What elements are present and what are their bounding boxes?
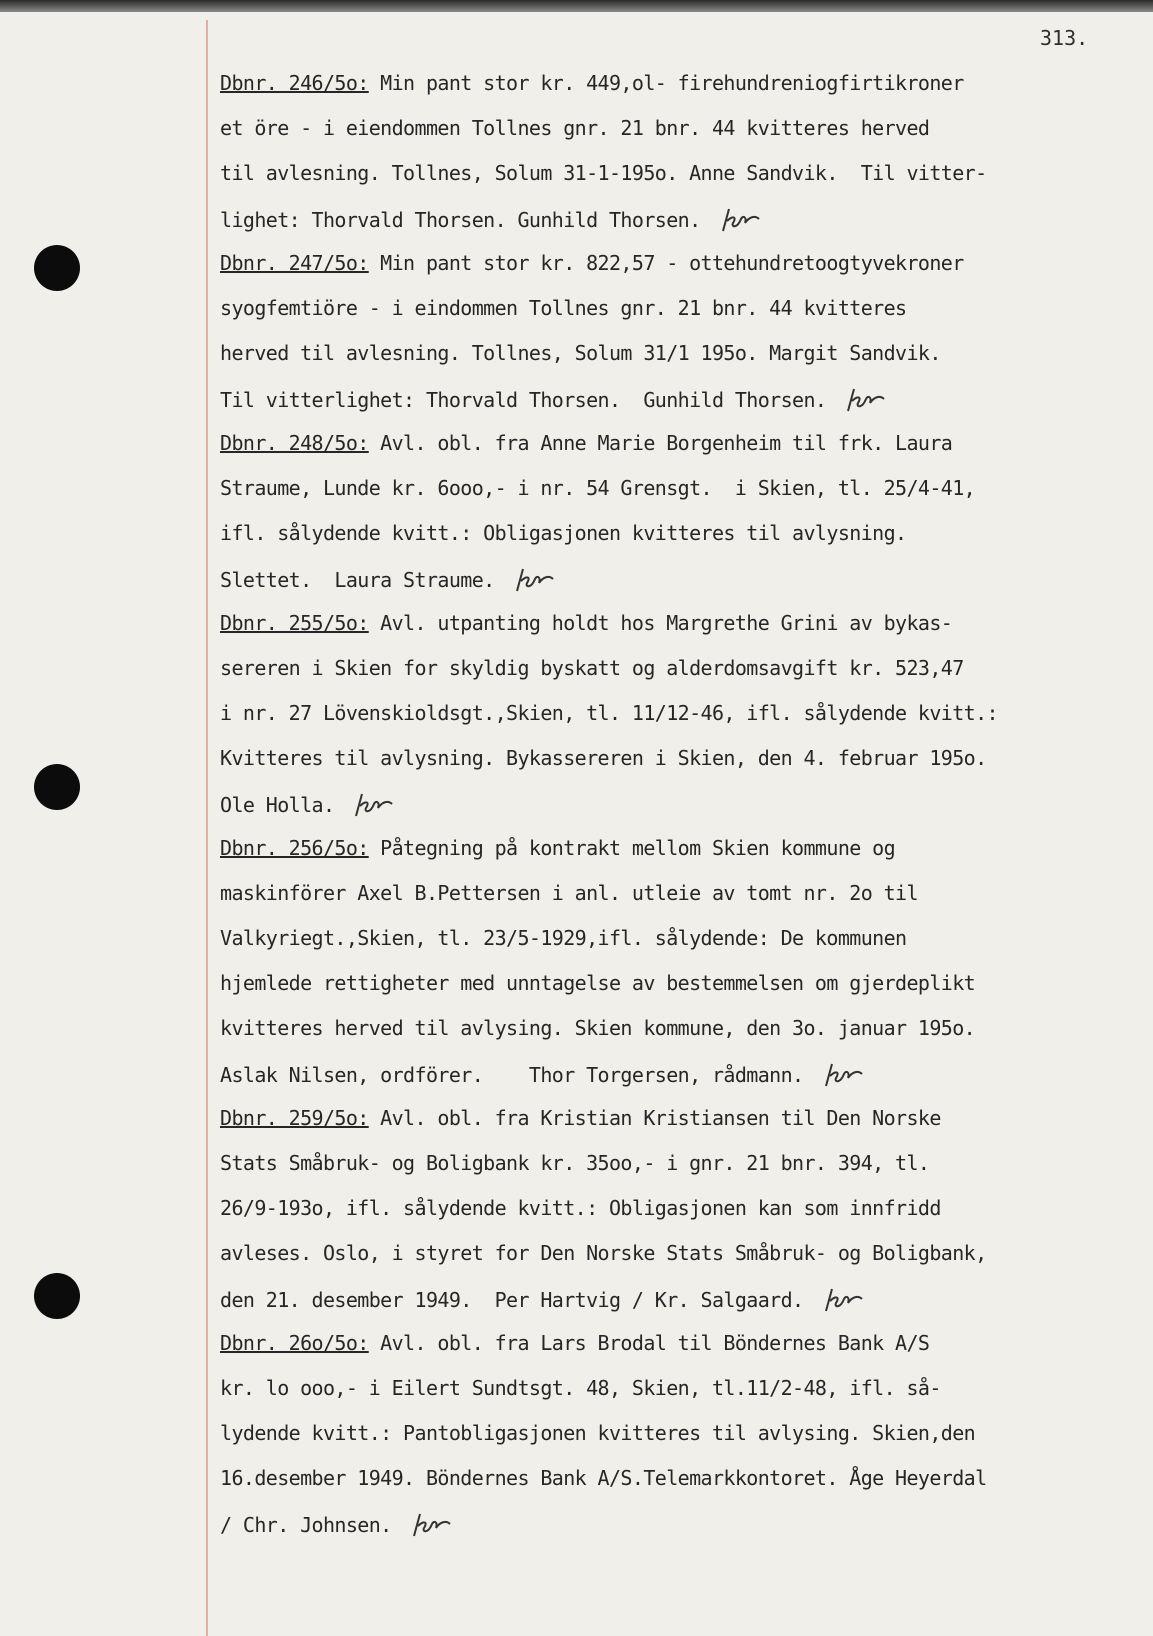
entry-line	[220, 835, 1140, 861]
entry-line: kr. lo ooo,- i Eilert Sundtsgt. 48, Skien, tl.11/2-48, ifl. så-	[220, 1376, 941, 1400]
entry-reference: Dbnr. 247/5o:	[220, 251, 369, 275]
initials-signature-icon	[822, 1060, 866, 1090]
entry-line: Straume, Lunde kr. 6ooo,- i nr. 54 Grensgt. i Skien, tl. 25/4-41,	[220, 476, 976, 500]
entry-text: den 21. desember 1949. Per Hartvig / Kr. Salgaard.	[220, 1288, 804, 1312]
initials-signature-icon	[352, 790, 396, 820]
entry-reference: Dbnr. 255/5o:	[220, 611, 369, 635]
entry-text: Avl. obl. fra Kristian Kristiansen til Den Norske	[368, 1106, 941, 1130]
entry-text: Avl. utpanting holdt hos Margrethe Grini av bykas-	[368, 611, 953, 635]
initials-signature-icon	[719, 205, 763, 235]
entry-text: Min pant stor kr. 822,57 - ottehundretoogtyvekroner	[368, 251, 964, 275]
entry-reference: Dbnr. 248/5o:	[220, 431, 369, 455]
entry-text: Aslak Nilsen, ordförer. Thor Torgersen, rådmann.	[220, 1063, 804, 1087]
punch-hole-middle	[34, 764, 80, 810]
entry-line	[220, 430, 1140, 456]
margin-rule	[206, 20, 208, 1636]
entry-text: Til vitterlighet: Thorvald Thorsen. Gunhild Thorsen.	[220, 388, 827, 412]
entry-line	[220, 565, 1140, 595]
entry-line: til avlesning. Tollnes, Solum 31-1-195o. Anne Sandvik. Til vitter-	[220, 161, 987, 185]
entry-line	[220, 1330, 1140, 1356]
entry-line: Valkyriegt.,Skien, tl. 23/5-1929,ifl. sålydende: De kommunen	[220, 926, 907, 950]
entry-line: hjemlede rettigheter med unntagelse av bestemmelsen om gjerdeplikt	[220, 971, 976, 995]
initials-signature-icon	[513, 565, 557, 595]
entry-text: Avl. obl. fra Lars Brodal til Böndernes Bank A/S	[368, 1331, 930, 1355]
entry-text: Min pant stor kr. 449,ol- firehundreniogfirtikroner	[368, 71, 964, 95]
entry-line: herved til avlesning. Tollnes, Solum 31/1 195o. Margit Sandvik.	[220, 341, 941, 365]
entry-line	[220, 1105, 1140, 1131]
entry-line	[220, 790, 1140, 820]
entry-text: / Chr. Johnsen.	[220, 1513, 392, 1537]
entry-line: syogfemtiöre - i eindommen Tollnes gnr. 21 bnr. 44 kvitteres	[220, 296, 907, 320]
initials-signature-icon	[822, 1285, 866, 1315]
entry-line: sereren i Skien for skyldig byskatt og alderdomsavgift kr. 523,47	[220, 656, 964, 680]
initials-signature-icon	[410, 1510, 454, 1540]
entry-reference: Dbnr. 259/5o:	[220, 1106, 369, 1130]
entry-line: kvitteres herved til avlysing. Skien kommune, den 3o. januar 195o.	[220, 1016, 976, 1040]
entry-line	[220, 1285, 1140, 1315]
entry-line	[220, 610, 1140, 636]
initials-signature-icon	[844, 385, 888, 415]
entry-line	[220, 250, 1140, 276]
entry-line: Stats Småbruk- og Boligbank kr. 35oo,- i gnr. 21 bnr. 394, tl.	[220, 1151, 930, 1175]
entry-line: lydende kvitt.: Pantobligasjonen kvitteres til avlysing. Skien,den	[220, 1421, 976, 1445]
punch-hole-top	[34, 245, 80, 291]
entry-line	[220, 205, 1140, 235]
entry-reference: Dbnr. 256/5o:	[220, 836, 369, 860]
page-number: 313.	[1040, 26, 1089, 50]
entry-text: lighet: Thorvald Thorsen. Gunhild Thorsen.	[220, 208, 701, 232]
entry-line: avleses. Oslo, i styret for Den Norske Stats Småbruk- og Boligbank,	[220, 1241, 987, 1265]
entry-line	[220, 385, 1140, 415]
entry-line: 26/9-193o, ifl. sålydende kvitt.: Obligasjonen kan som innfridd	[220, 1196, 941, 1220]
entry-line: maskinförer Axel B.Pettersen i anl. utleie av tomt nr. 2o til	[220, 881, 918, 905]
entry-line: i nr. 27 Lövenskioldsgt.,Skien, tl. 11/12-46, ifl. sålydende kvitt.:	[220, 701, 998, 725]
entry-line: et öre - i eiendommen Tollnes gnr. 21 bnr. 44 kvitteres herved	[220, 116, 930, 140]
entry-text: Påtegning på kontrakt mellom Skien kommune og	[368, 836, 896, 860]
punch-hole-bottom	[34, 1273, 80, 1319]
entry-text: Slettet. Laura Straume.	[220, 568, 495, 592]
entry-reference: Dbnr. 26o/5o:	[220, 1331, 369, 1355]
entry-line	[220, 1060, 1140, 1090]
entry-line	[220, 70, 1140, 96]
entry-reference: Dbnr. 246/5o:	[220, 71, 369, 95]
entry-line: ifl. sålydende kvitt.: Obligasjonen kvitteres til avlysning.	[220, 521, 907, 545]
entry-line: 16.desember 1949. Böndernes Bank A/S.Telemarkkontoret. Åge Heyerdal	[220, 1466, 987, 1490]
scan-top-edge	[0, 0, 1153, 12]
entry-line	[220, 1510, 1140, 1540]
entry-text: Ole Holla.	[220, 793, 335, 817]
entry-line: Kvitteres til avlysning. Bykassereren i Skien, den 4. februar 195o.	[220, 746, 987, 770]
entry-text: Avl. obl. fra Anne Marie Borgenheim til frk. Laura	[368, 431, 953, 455]
